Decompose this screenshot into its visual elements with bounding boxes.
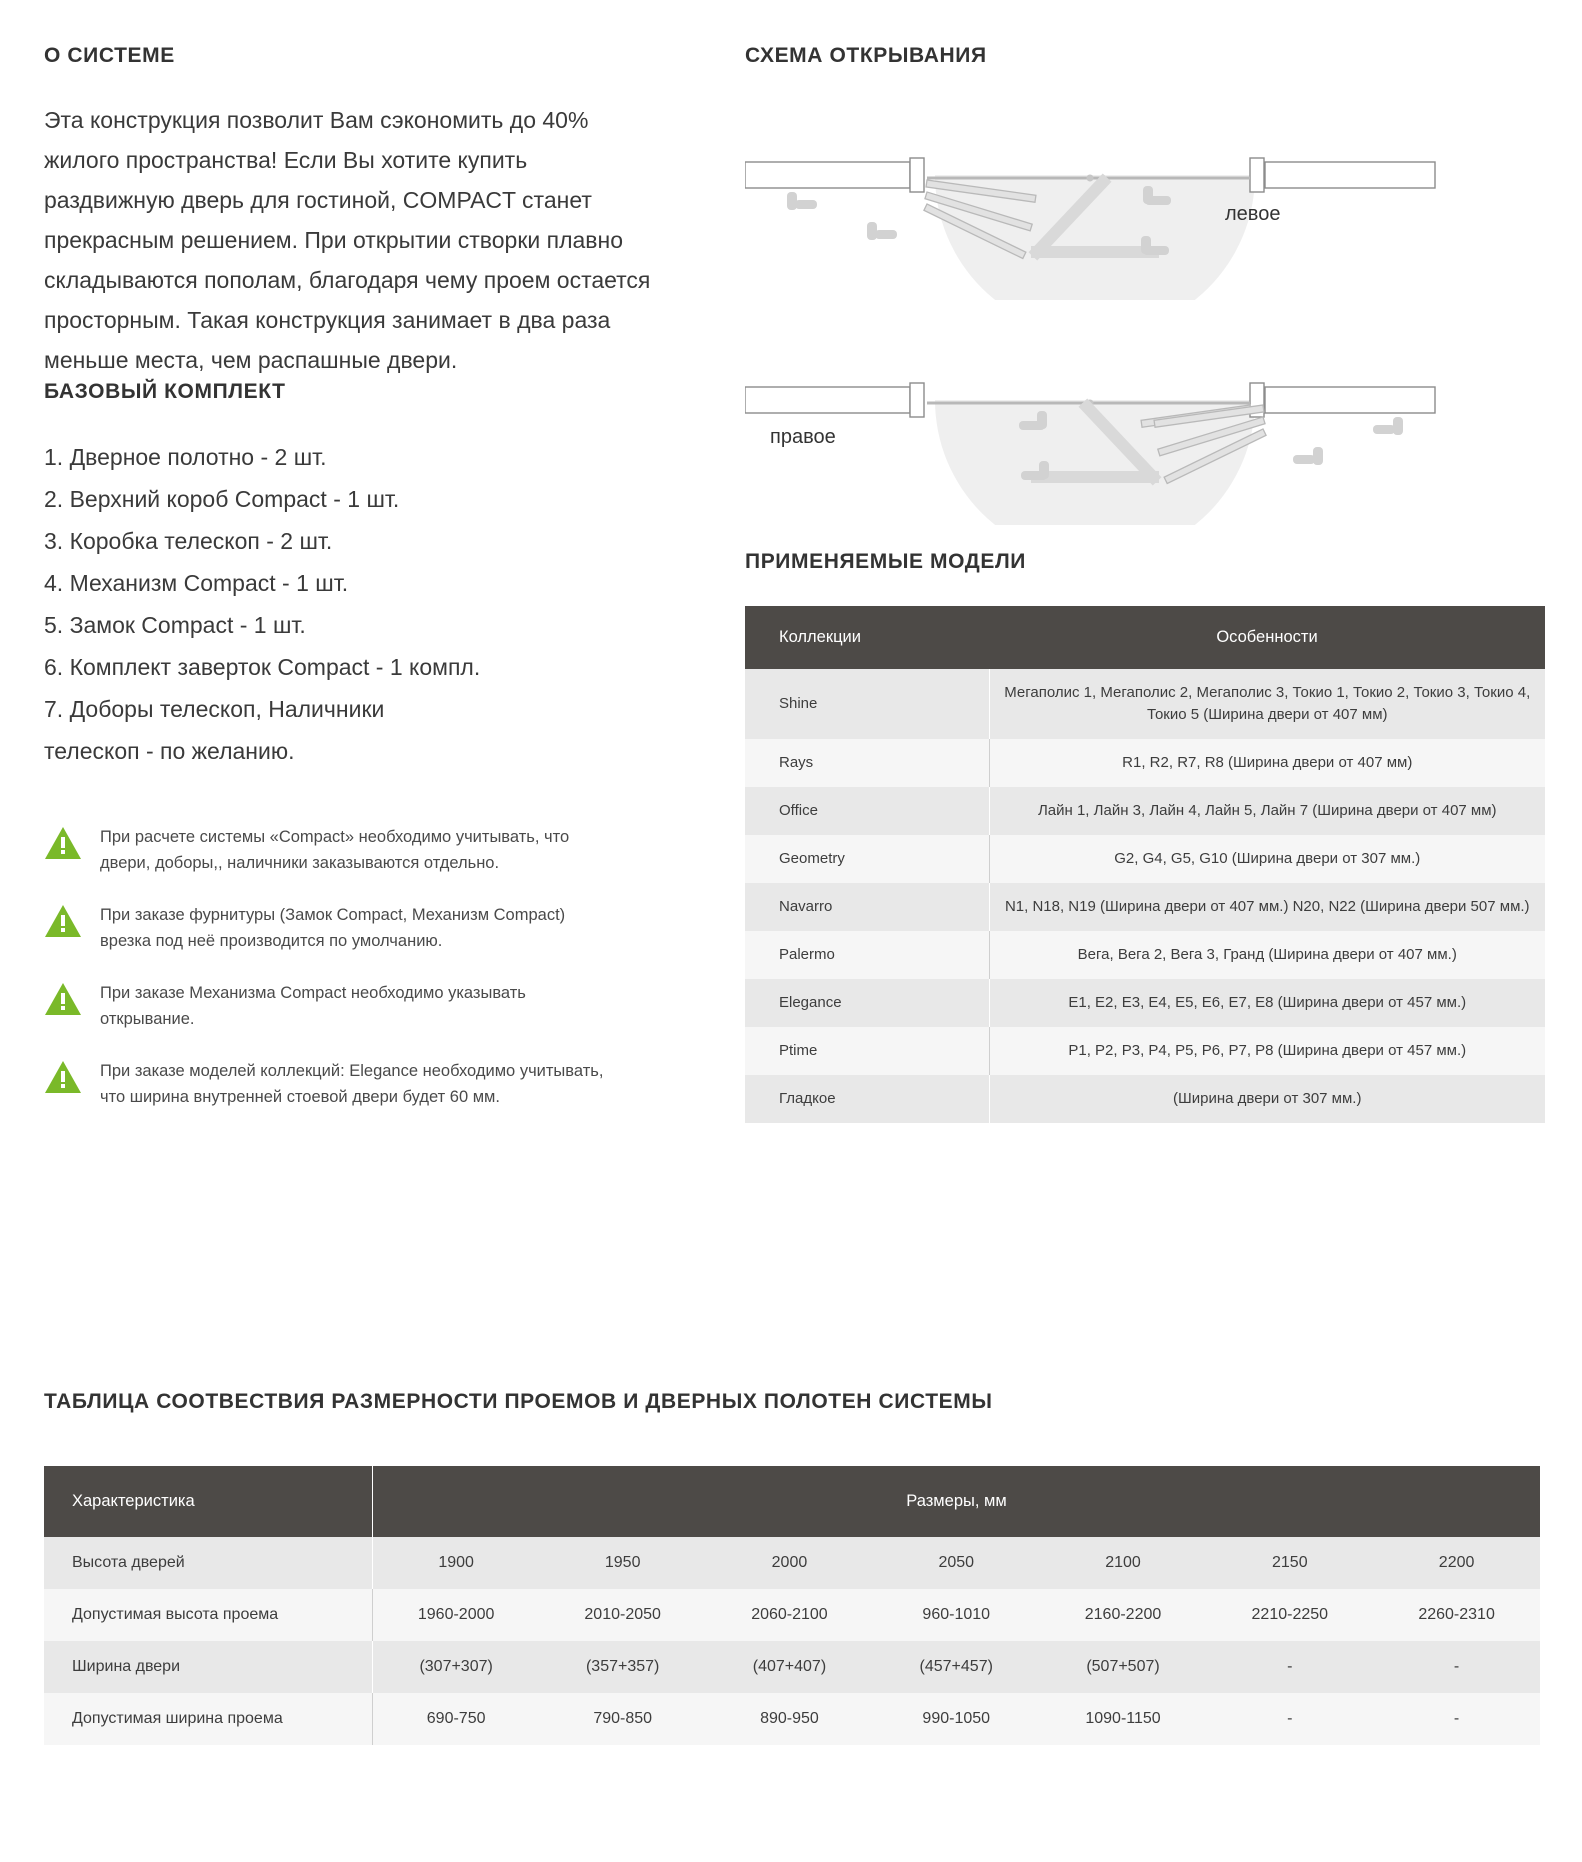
model-features: (Ширина двери от 307 мм.) — [989, 1075, 1545, 1123]
list-item: 4. Механизм Compact - 1 шт. — [44, 570, 349, 596]
table-row — [44, 1589, 1540, 1641]
cell: 890-950 — [706, 1693, 873, 1745]
kit-list — [44, 436, 704, 772]
cell: 1960-2000 — [373, 1589, 540, 1641]
cell: 690-750 — [373, 1693, 540, 1745]
cell: 2010-2050 — [539, 1589, 706, 1641]
cell: 2160-2200 — [1040, 1589, 1207, 1641]
dimensions-section — [44, 1390, 1540, 1745]
list-item: 7. Доборы телескоп, Наличники — [44, 696, 385, 722]
list-item: 1. Дверное полотно - 2 шт. — [44, 444, 327, 470]
row-label: Высота дверей — [44, 1537, 373, 1589]
cell: 2200 — [1373, 1537, 1540, 1589]
model-name: Geometry — [745, 835, 989, 883]
model-name: Гладкое — [745, 1075, 989, 1123]
cell: - — [1206, 1641, 1373, 1693]
cell: 790-850 — [539, 1693, 706, 1745]
row-label: Допустимая высота проема — [44, 1589, 373, 1641]
cell: - — [1373, 1693, 1540, 1745]
model-name: Shine — [745, 669, 989, 739]
models-table-head — [745, 606, 1545, 669]
model-features: E1, E2, E3, E4, E5, E6, E7, E8 (Ширина двери от 457 мм.) — [989, 979, 1545, 1027]
scheme-left-diagram — [745, 100, 1445, 300]
note-item — [44, 824, 704, 876]
table-row — [745, 835, 1545, 883]
list-item: 6. Комплект заверток Compact - 1 компл. — [44, 654, 481, 680]
cell: 2210-2250 — [1206, 1589, 1373, 1641]
list-item: 2. Верхний короб Compact - 1 шт. — [44, 486, 400, 512]
model-name: Elegance — [745, 979, 989, 1027]
warning-icon — [44, 1060, 82, 1094]
cell: 990-1050 — [873, 1693, 1040, 1745]
scheme-left-label: левое — [1225, 203, 1281, 225]
row-label: Ширина двери — [44, 1641, 373, 1693]
note-text: При расчете системы «Compact» необходимо учитывать, что двери, доборы,, наличники заказываются отдельно. — [100, 828, 570, 872]
table-header-row — [745, 606, 1545, 669]
scheme-right-label: правое — [770, 426, 836, 448]
table-row — [44, 1537, 1540, 1589]
cell: 1090-1150 — [1040, 1693, 1207, 1745]
list-item: 5. Замок Compact - 1 шт. — [44, 612, 306, 638]
model-name: Palermo — [745, 931, 989, 979]
dimensions-header-sizes: Размеры, мм — [373, 1466, 1541, 1537]
models-table — [745, 606, 1545, 1123]
cell: 2050 — [873, 1537, 1040, 1589]
model-name: Office — [745, 787, 989, 835]
note-text: При заказе моделей коллекций: Elegance необходимо учитывать, что ширина внутренней стоевой двери будет 60 мм. — [100, 1062, 604, 1106]
dimensions-title: ТАБЛИЦА СООТВЕСТВИЯ РАЗМЕРНОСТИ ПРОЕМОВ И ДВЕРНЫХ ПОЛОТЕН СИСТЕМЫ — [44, 1390, 993, 1413]
table-row — [745, 1075, 1545, 1123]
model-features: Вега, Вега 2, Вега 3, Гранд (Ширина двери от 407 мм.) — [989, 931, 1545, 979]
table-row — [745, 669, 1545, 739]
model-features: P1, P2, P3, P4, P5, P6, P7, P8 (Ширина двери от 457 мм.) — [989, 1027, 1545, 1075]
model-name: Navarro — [745, 883, 989, 931]
model-name: Rays — [745, 739, 989, 787]
opening-scheme-right — [745, 325, 1545, 530]
models-header-features: Особенности — [989, 606, 1545, 669]
cell: 2100 — [1040, 1537, 1207, 1589]
about-title: О СИСТЕМЕ — [44, 44, 175, 67]
about-text: Эта конструкция позволит Вам сэкономить до 40% жилого пространства! Если Вы хотите купить раздвижную дверь для гостиной, COMPACT станет прекрасным решением. При открытии створки плавно складываются пополам, благодаря чему проем остается просторным. Такая конструкция занимает в два раза меньше места, чем распашные двери. — [44, 107, 651, 373]
note-text: При заказе фурнитуры (Замок Compact, Механизм Compact) врезка под неё производится по умолчанию. — [100, 906, 566, 950]
note-item — [44, 1058, 704, 1110]
models-header-collections: Коллекции — [745, 606, 989, 669]
cell: (357+357) — [539, 1641, 706, 1693]
opening-scheme-left — [745, 100, 1545, 305]
warning-icon — [44, 904, 82, 938]
table-row — [745, 931, 1545, 979]
model-features: G2, G4, G5, G10 (Ширина двери от 307 мм.) — [989, 835, 1545, 883]
dimensions-table-body — [44, 1537, 1540, 1745]
scheme-title: СХЕМА ОТКРЫВАНИЯ — [745, 44, 987, 67]
model-features: Лайн 1, Лайн 3, Лайн 4, Лайн 5, Лайн 7 (Ширина двери от 407 мм) — [989, 787, 1545, 835]
list-item: телескоп - по желанию. — [44, 738, 295, 764]
models-table-body — [745, 669, 1545, 1123]
table-row — [745, 1027, 1545, 1075]
model-features: R1, R2, R7, R8 (Ширина двери от 407 мм) — [989, 739, 1545, 787]
cell: 2260-2310 — [1373, 1589, 1540, 1641]
note-item — [44, 980, 704, 1032]
dimensions-table-head — [44, 1466, 1540, 1537]
left-column — [44, 44, 704, 1136]
table-row — [745, 787, 1545, 835]
table-row — [44, 1693, 1540, 1745]
cell: (457+457) — [873, 1641, 1040, 1693]
note-text: При заказе Механизма Compact необходимо указывать открывание. — [100, 984, 526, 1028]
warning-icon — [44, 982, 82, 1016]
table-row — [745, 979, 1545, 1027]
dimensions-header-characteristic: Характеристика — [44, 1466, 373, 1537]
right-column — [745, 44, 1545, 1123]
table-row — [44, 1641, 1540, 1693]
cell: (307+307) — [373, 1641, 540, 1693]
cell: 2060-2100 — [706, 1589, 873, 1641]
cell: - — [1373, 1641, 1540, 1693]
note-item — [44, 902, 704, 954]
list-item: 3. Коробка телескоп - 2 шт. — [44, 528, 333, 554]
notes-list — [44, 824, 704, 1110]
table-row — [745, 739, 1545, 787]
model-name: Ptime — [745, 1027, 989, 1075]
cell: 2000 — [706, 1537, 873, 1589]
row-label: Допустимая ширина проема — [44, 1693, 373, 1745]
scheme-right-diagram — [745, 325, 1445, 525]
cell: 960-1010 — [873, 1589, 1040, 1641]
models-title: ПРИМЕНЯЕМЫЕ МОДЕЛИ — [745, 550, 1027, 573]
cell: (507+507) — [1040, 1641, 1207, 1693]
cell: - — [1206, 1693, 1373, 1745]
cell: 2150 — [1206, 1537, 1373, 1589]
cell: (407+407) — [706, 1641, 873, 1693]
model-features: N1, N18, N19 (Ширина двери от 407 мм.) N20, N22 (Ширина двери 507 мм.) — [989, 883, 1545, 931]
model-features: Мегаполис 1, Мегаполис 2, Мегаполис 3, Токио 1, Токио 2, Токио 3, Токио 4, Токио 5 (Ширина двери от 407 мм) — [989, 669, 1545, 739]
cell: 1950 — [539, 1537, 706, 1589]
table-header-row — [44, 1466, 1540, 1537]
table-row — [745, 883, 1545, 931]
cell: 1900 — [373, 1537, 540, 1589]
warning-icon — [44, 826, 82, 860]
kit-title: БАЗОВЫЙ КОМПЛЕКТ — [44, 380, 286, 403]
dimensions-table — [44, 1466, 1540, 1745]
